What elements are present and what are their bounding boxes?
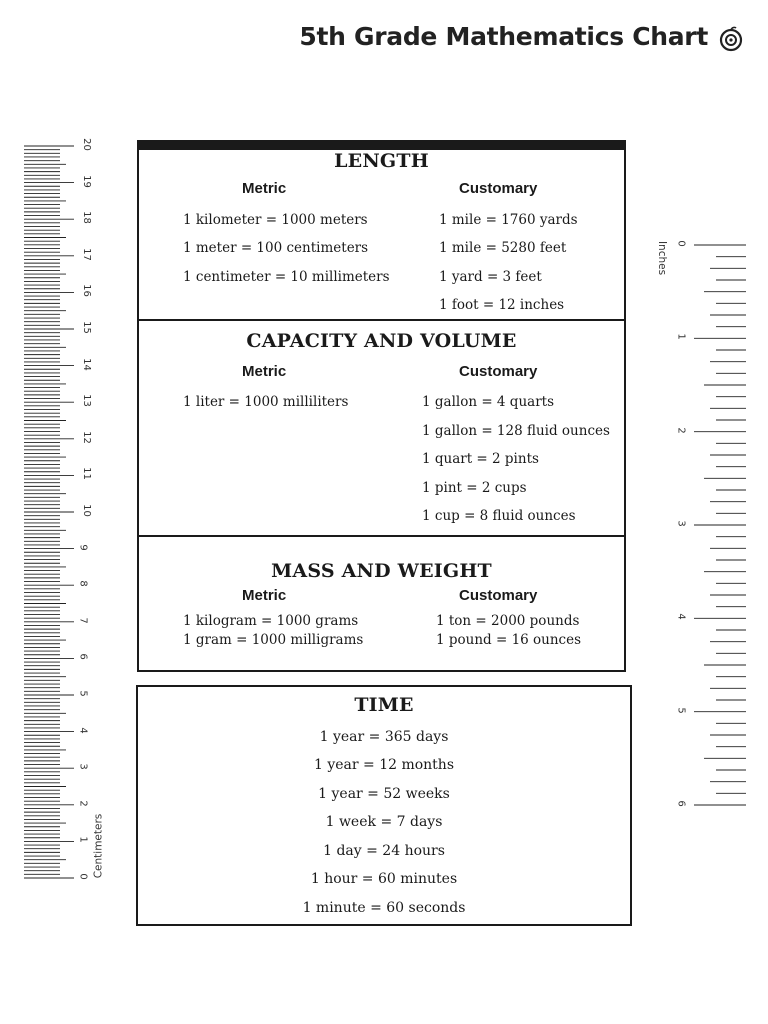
time-line: 1 week = 7 days <box>325 814 443 830</box>
length-customary-line: 1 mile = 1760 yards <box>439 212 578 228</box>
apple-logo-icon <box>718 26 744 52</box>
time-line: 1 hour = 60 minutes <box>310 871 458 887</box>
mass-customary-label: Customary <box>459 587 538 604</box>
centimeter-ruler <box>20 140 80 885</box>
mass-metric-line: 1 kilogram = 1000 grams <box>183 613 359 629</box>
time-heading: TIME <box>354 694 414 716</box>
cm-number: 2 <box>77 800 89 807</box>
inch-ruler <box>690 240 750 810</box>
inches-label: Inches <box>656 240 669 276</box>
cm-number: 3 <box>77 763 89 770</box>
inch-number: 1 <box>675 333 687 341</box>
inch-number: 0 <box>675 240 687 247</box>
cm-number: 8 <box>77 580 89 587</box>
mass-metric-label: Metric <box>242 587 287 604</box>
capacity-customary-line: 1 gallon = 4 quarts <box>422 394 554 410</box>
mass-heading: MASS AND WEIGHT <box>271 560 492 582</box>
length-section <box>137 140 626 321</box>
cm-number: 9 <box>77 543 89 551</box>
capacity-metric-line: 1 liter = 1000 milliliters <box>183 394 349 410</box>
capacity-heading: CAPACITY AND VOLUME <box>246 330 517 352</box>
length-heading: LENGTH <box>334 150 429 172</box>
time-line: 1 year = 52 weeks <box>318 786 450 802</box>
time-line: 1 minute = 60 seconds <box>302 900 466 916</box>
mass-section <box>137 535 626 672</box>
cm-number: 0 <box>77 873 89 880</box>
length-customary-line: 1 mile = 5280 feet <box>439 240 567 256</box>
capacity-customary-line: 1 cup = 8 fluid ounces <box>422 508 576 524</box>
cm-number: 15 <box>80 321 92 334</box>
mass-metric-line: 1 gram = 1000 milligrams <box>183 632 364 648</box>
cm-number: 19 <box>80 174 92 188</box>
cm-number: 14 <box>80 357 92 371</box>
inch-number: 6 <box>675 800 687 807</box>
length-customary-line: 1 foot = 12 inches <box>439 297 565 313</box>
time-line: 1 day = 24 hours <box>323 843 445 859</box>
cm-number: 5 <box>77 690 89 697</box>
cm-number: 7 <box>77 617 89 624</box>
cm-number: 12 <box>80 430 92 444</box>
mass-customary-line: 1 pound = 16 ounces <box>436 632 582 648</box>
length-customary-line: 1 yard = 3 feet <box>439 269 542 285</box>
cm-number: 20 <box>80 138 92 151</box>
cm-number: 10 <box>80 504 92 517</box>
mass-customary-line: 1 ton = 2000 pounds <box>436 613 580 629</box>
length-customary-label: Customary <box>459 180 538 197</box>
cm-number: 11 <box>80 467 92 481</box>
cm-number: 6 <box>77 653 89 661</box>
inch-number: 5 <box>675 706 687 714</box>
capacity-customary-line: 1 quart = 2 pints <box>422 451 539 467</box>
length-metric-line: 1 kilometer = 1000 meters <box>183 212 368 228</box>
capacity-customary-line: 1 pint = 2 cups <box>422 480 527 496</box>
cm-number: 17 <box>80 247 92 261</box>
cm-number: 4 <box>77 726 89 734</box>
capacity-customary-line: 1 gallon = 128 fluid ounces <box>422 423 610 439</box>
time-line: 1 year = 12 months <box>313 757 455 773</box>
time-line: 1 year = 365 days <box>319 729 449 745</box>
page-title: 5th Grade Mathematics Chart <box>299 22 708 51</box>
cm-number: 1 <box>77 836 89 844</box>
inch-number: 2 <box>675 426 687 434</box>
time-section <box>136 685 632 926</box>
length-metric-line: 1 centimeter = 10 millimeters <box>183 269 390 285</box>
capacity-customary-label: Customary <box>459 363 538 380</box>
length-metric-label: Metric <box>242 180 287 197</box>
cm-number: 16 <box>80 284 92 298</box>
centimeters-label: Centimeters <box>92 813 105 879</box>
inch-number: 4 <box>675 613 687 621</box>
cm-number: 13 <box>80 394 92 408</box>
length-metric-line: 1 meter = 100 centimeters <box>183 240 369 256</box>
cm-number: 18 <box>80 211 92 225</box>
capacity-section <box>137 319 626 537</box>
capacity-metric-label: Metric <box>242 363 287 380</box>
inch-number: 3 <box>675 520 687 527</box>
